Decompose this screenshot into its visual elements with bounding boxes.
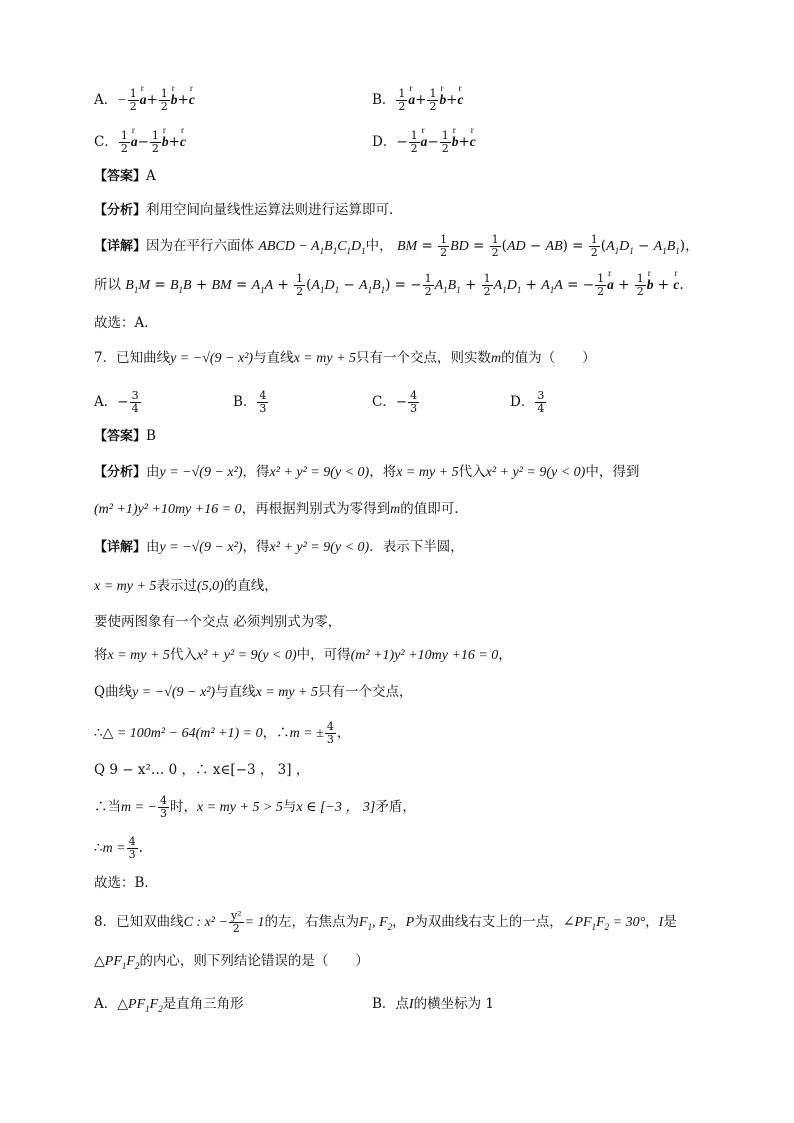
q7-analysis-line1: 【分析】由y = −√(9 − x²)，得x² + y² = 9(y < 0)，将x = my + 5代入x² + y² = 9(y < 0)中，得到 [94, 464, 640, 480]
q6-analysis: 【分析】利用空间向量线性运算法则进行运算即可. [94, 202, 394, 218]
q7-option-c: C．− $\frac{4}{3}$ [372, 389, 418, 415]
q6-conclusion: 故选：A. [94, 315, 149, 331]
q7-stem: 7．已知曲线y = −√(9 − x²)与直线x = my + 5只有一个交点，则实数m的值为（ ） [94, 350, 596, 366]
q7-detail-line6: ∴△ = 100m² − 64(m² +1) = 0，∴m = ± $\frac{4}{3}$ ， [94, 720, 351, 746]
q7-detail-line2: x = my + 5表示过(5,0)的直线， [94, 578, 278, 594]
q6-option-a: A．− $\frac{1}{2}$ r a+ $\frac{1}{2}$ r b+r c [94, 88, 195, 113]
q8-option-a: A．$\triangle PF_1F_2$是直角三角形 [94, 996, 244, 1014]
q8-option-b: B．点I的横坐标为 1 [372, 996, 494, 1012]
q7-detail-line4: 将x = my + 5代入x² + y² = 9(y < 0)中，可得(m² +1)y² +10my +16 = 0， [94, 647, 512, 663]
q7-detail-line7: Q 9 − x²… 0 ，∴ x∈[−3 ， 3] ， [94, 762, 310, 778]
q7-conclusion: 故选：B． [94, 875, 158, 891]
q7-detail-line1: 【详解】由y = −√(9 − x²)，得x² + y² = 9(y < 0)．表示下半圆， [94, 539, 464, 555]
q7-option-a: A．− $\frac{3}{4}$ [94, 389, 139, 415]
q7-option-b: B． $\frac{4}{3}$ [233, 389, 267, 415]
q6-option-c: C． $\frac{1}{2}$ r a− $\frac{1}{2}$ r b+r c [94, 130, 186, 155]
q7-option-d: D． $\frac{3}{4}$ [510, 389, 545, 415]
q6-option-d: D．− $\frac{1}{2}$ r a− $\frac{1}{2}$ r b+r c [372, 130, 476, 155]
q7-analysis-line2: (m² +1)y² +10my +16 = 0，再根据判别式为零得到m的值即可. [94, 501, 459, 517]
q8-stem-line2: $\triangle PF_1F_2$的内心，则下列结论错误的是（ ） [94, 953, 369, 971]
q6-answer: 【答案】A [94, 168, 156, 184]
q7-detail-line8: ∴当m = − $\frac{4}{3}$ 时，x = my + 5 > 5与x ∈ [−3 ， 3]矛盾， [94, 794, 416, 820]
q6-option-b: B． $\frac{1}{2}$ r a+ $\frac{1}{2}$ r b+r c [372, 88, 464, 113]
q7-detail-line9: ∴m = $\frac{4}{3}$ . [94, 835, 143, 861]
q6-detail-line2: 所以 $B_1M = B_1B$ + BM = $A_1A$ + $\frac{1}{2}$ $(A_1D_1 - A_1B_1)$ = − $\frac{1}{2}$ $A_1B_1$ + $\frac{1}{2}$ $A_1D_1 + A_1A$ = − $\frac{1}{2}$ r a + $\frac{1}{2}$ r b + r c. [94, 273, 684, 300]
q8-stem-line1: 8．已知双曲线C : x² − $\frac{\text{y²}}{2}$ = 1的左，右焦点为$F_1$, $F_2$，P为双曲线右支上的一点，$\angle PF_1F_2 = 30^\circ$，I是 [94, 909, 677, 935]
q7-detail-line5: Q曲线y = −√(9 − x²)与直线x = my + 5只有一个交点， [94, 684, 413, 700]
q7-answer: 【答案】B [94, 428, 156, 444]
q6-detail-line1: 【详解】因为在平行六面体 ABCD − $A_1B_1C_1D_1$中， BM = $\frac{1}{2}$ BD = $\frac{1}{2}$ (AD − AB) = $\frac{1}{2}$ $(A_1D_1 - A_1B_1)$， [94, 233, 699, 259]
q7-detail-line3: 要使两图象有一个交点 必须判别式为零， [94, 614, 342, 630]
